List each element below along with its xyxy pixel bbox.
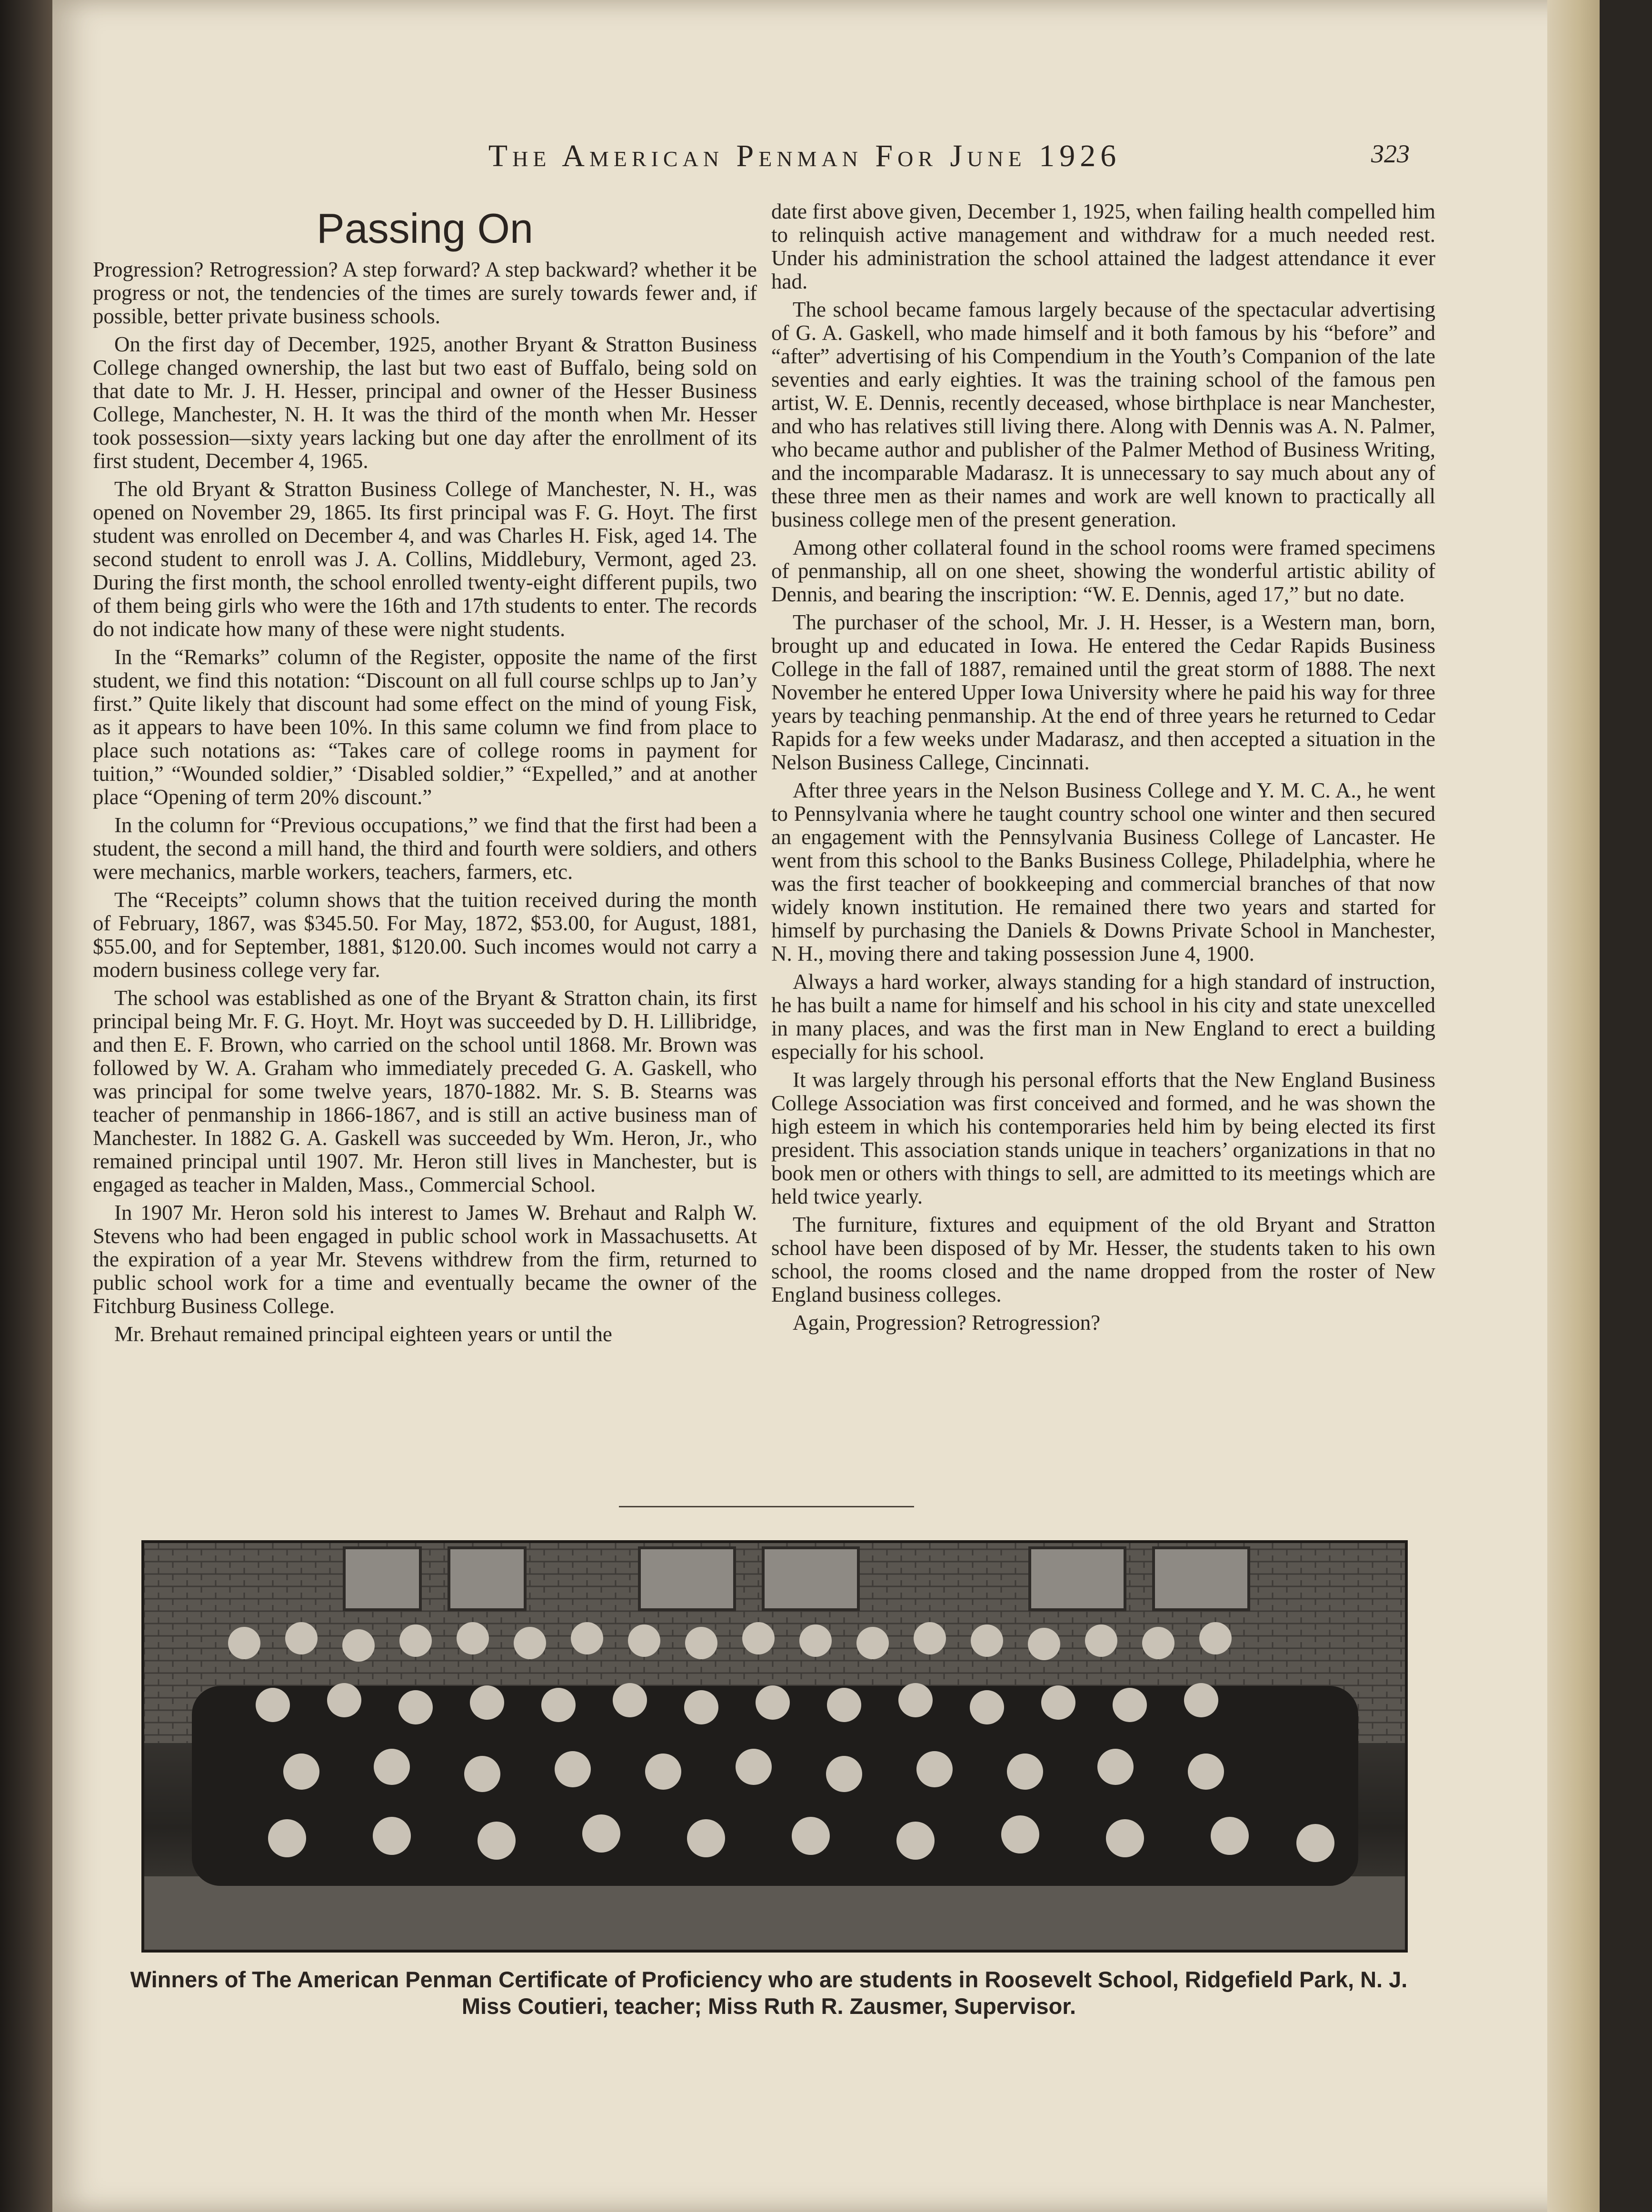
book-binding [0,0,52,2212]
paragraph: Progression? Retrogression? A step forward? A step backward? whether it be progress or not, the tendencies of the times are surely towards fewer and, if possible, better private business schools. [93,258,757,328]
photo-caption: Winners of The American Penman Certificate of Proficiency who are students in Roosevelt School, Ridgefield Park, N. J. Miss Coutieri, teacher; Miss Ruth R. Zausmer, Supervisor. [130,1967,1408,2019]
photo-illustration [144,1543,1405,1950]
paragraph: In the “Remarks” column of the Register, opposite the name of the first student, we find this notation: “Discount on all full course schlps up to Jan’y first.” Quite likely that discount had some effect on the mind of young Fisk, as it appears to have been 10%. In this same column we find from place to place such notations as: “Takes care of college rooms in payment for tuition,” “Wounded soldier,” ‘Disabled soldier,” “Expelled,” and at another place “Opening of term 20% discount.” [93,645,757,809]
paragraph: The school was established as one of the Bryant & Stratton chain, its first principal being Mr. F. G. Hoyt. Mr. Hoyt was succeeded by D. H. Lillibridge, and then E. F. Brown, who carried on the school until 1868. Mr. Brown was followed by W. A. Graham who immediately preceded G. A. Gaskell, who was principal for some twelve years, 1870-1882. Mr. S. B. Stearns was teacher of penmanship in 1866-1867, and is still an active business man of Manchester. In 1882 G. A. Gaskell was succeeded by Wm. Heron, Jr., who remained principal until 1907. Mr. Heron still lives in Manchester, but is engaged as teacher in Malden, Mass., Commercial School. [93,986,757,1196]
paragraph: The furniture, fixtures and equipment of the old Bryant and Stratton school have been disposed of by Mr. Hesser, the students taken to his own school, the rooms closed and the name dropped from the roster of New England business colleges. [771,1213,1435,1306]
paragraph: It was largely through his personal efforts that the New England Business College Association was first conceived and formed, and he was shown the high esteem in which his contemporaries held him by being elected its first president. This association stands unique in teachers’ organizations in that no book men or others with things to sell, are admitted to its meetings which are held twice yearly. [771,1068,1435,1208]
paragraph: The old Bryant & Stratton Business College of Manchester, N. H., was opened on November 29, 1865. Its first principal was F. G. Hoyt. The first student was enrolled on December 4, and was Charles H. Fisk, aged 14. The second student to enroll was J. A. Collins, Middlebury, Vermont, aged 23. During the first month, the school enrolled twenty-eight different pupils, two of them being girls who were the 16th and 17th students to enter. The records do not indicate how many of these were night students. [93,477,757,641]
paragraph: The purchaser of the school, Mr. J. H. Hesser, is a Western man, born, brought up and educated in Iowa. He entered the Cedar Rapids Business College in the fall of 1887, remained until the great storm of 1888. The next November he entered Upper Iowa University where he paid his way for three years by teaching penmanship. At the end of three years he returned to Cedar Rapids for a few weeks under Madarasz, and then accepted a situation in the Nelson Business Callege, Cincinnati. [771,610,1435,774]
paragraph: On the first day of December, 1925, another Bryant & Stratton Business College changed ownership, the last but two east of Buffalo, being sold on that date to Mr. J. H. Hesser, principal and owner of the Hesser Business College, Manchester, N. H. It was the third of the month when Mr. Hesser took possession—sixty years lacking but one day after the enrollment of its first student, December 4, 1965. [93,332,757,473]
article-title: Passing On [317,205,533,252]
paragraph: Among other collateral found in the school rooms were framed specimens of penmanship, all on one sheet, showing the wonderful artistic ability of Dennis, and bearing the inscription: “W. E. Dennis, aged 17,” but no date. [771,536,1435,606]
right-column [771,200,1435,1339]
paragraph: After three years in the Nelson Business College and Y. M. C. A., he went to Pennsylvania where he taught country school one winter and then secured an engagement with the Pennsylvania Business College of Lancaster. He went from this school to the Banks Business College, Philadelphia, where he was the first teacher of bookkeeping and commercial branches of that now widely known institution. He remained there two years and started for himself by purchasing the Daniels & Downs Private School in Manchester, N. H., moving there and taking possession June 4, 1900. [771,778,1435,966]
section-divider [619,1506,914,1507]
class-group-photo [141,1540,1408,1953]
page-number: 323 [1371,139,1410,168]
paragraph: The school became famous largely because of the spectacular advertising of G. A. Gaskell, who made himself and it both famous by his “before” and “after” advertising of his Compendium in the Youth’s Companion of the late seventies and early eighties. It was the training school of the famous pen artist, W. E. Dennis, recently deceased, whose birthplace is near Manchester, and who has relatives still living there. Along with Dennis was A. N. Palmer, who became author and publisher of the Palmer Method of Business Writing, and the incomparable Madarasz. It is unnecessary to say much about any of these three men as their names and work are well known to practically all business college men of the present generation. [771,298,1435,531]
running-head: The American Penman For June 1926 [488,139,1121,173]
paragraph: Mr. Brehaut remained principal eighteen years or until the [114,1322,612,1346]
paragraph: In the column for “Previous occupations,” we find that the first had been a student, the second a mill hand, the third and fourth were soldiers, and others were mechanics, marble workers, teachers, farmers, etc. [93,813,757,884]
paragraph: date first above given, December 1, 1925, when failing health compelled him to relinquish active management and withdraw for a much needed rest. Under his administration the school attained the ladgest attendance it ever had. [771,199,1435,293]
paragraph: The “Receipts” column shows that the tuition received during the month of February, 1867, was $345.50. For May, 1872, $53.00, for August, 1881, $55.00, and for September, 1881, $120.00. Such incomes would not carry a modern business college very far. [93,888,757,982]
paragraph: Again, Progression? Retrogression? [793,1311,1101,1335]
page-edge [1547,0,1600,2212]
paragraph: Always a hard worker, always standing for a high standard of instruction, he has built a name for himself and his school in his city and state unexcelled in many places, and was the first man in New England to erect a building especially for his school. [771,970,1435,1064]
left-column [93,205,757,1351]
paragraph: In 1907 Mr. Heron sold his interest to James W. Brehaut and Ralph W. Stevens who had been engaged in public school work in Massachusetts. At the expiration of a year Mr. Stevens withdrew from the firm, returned to public school work for a time and eventually became the owner of the Fitchburg Business College. [93,1201,757,1318]
